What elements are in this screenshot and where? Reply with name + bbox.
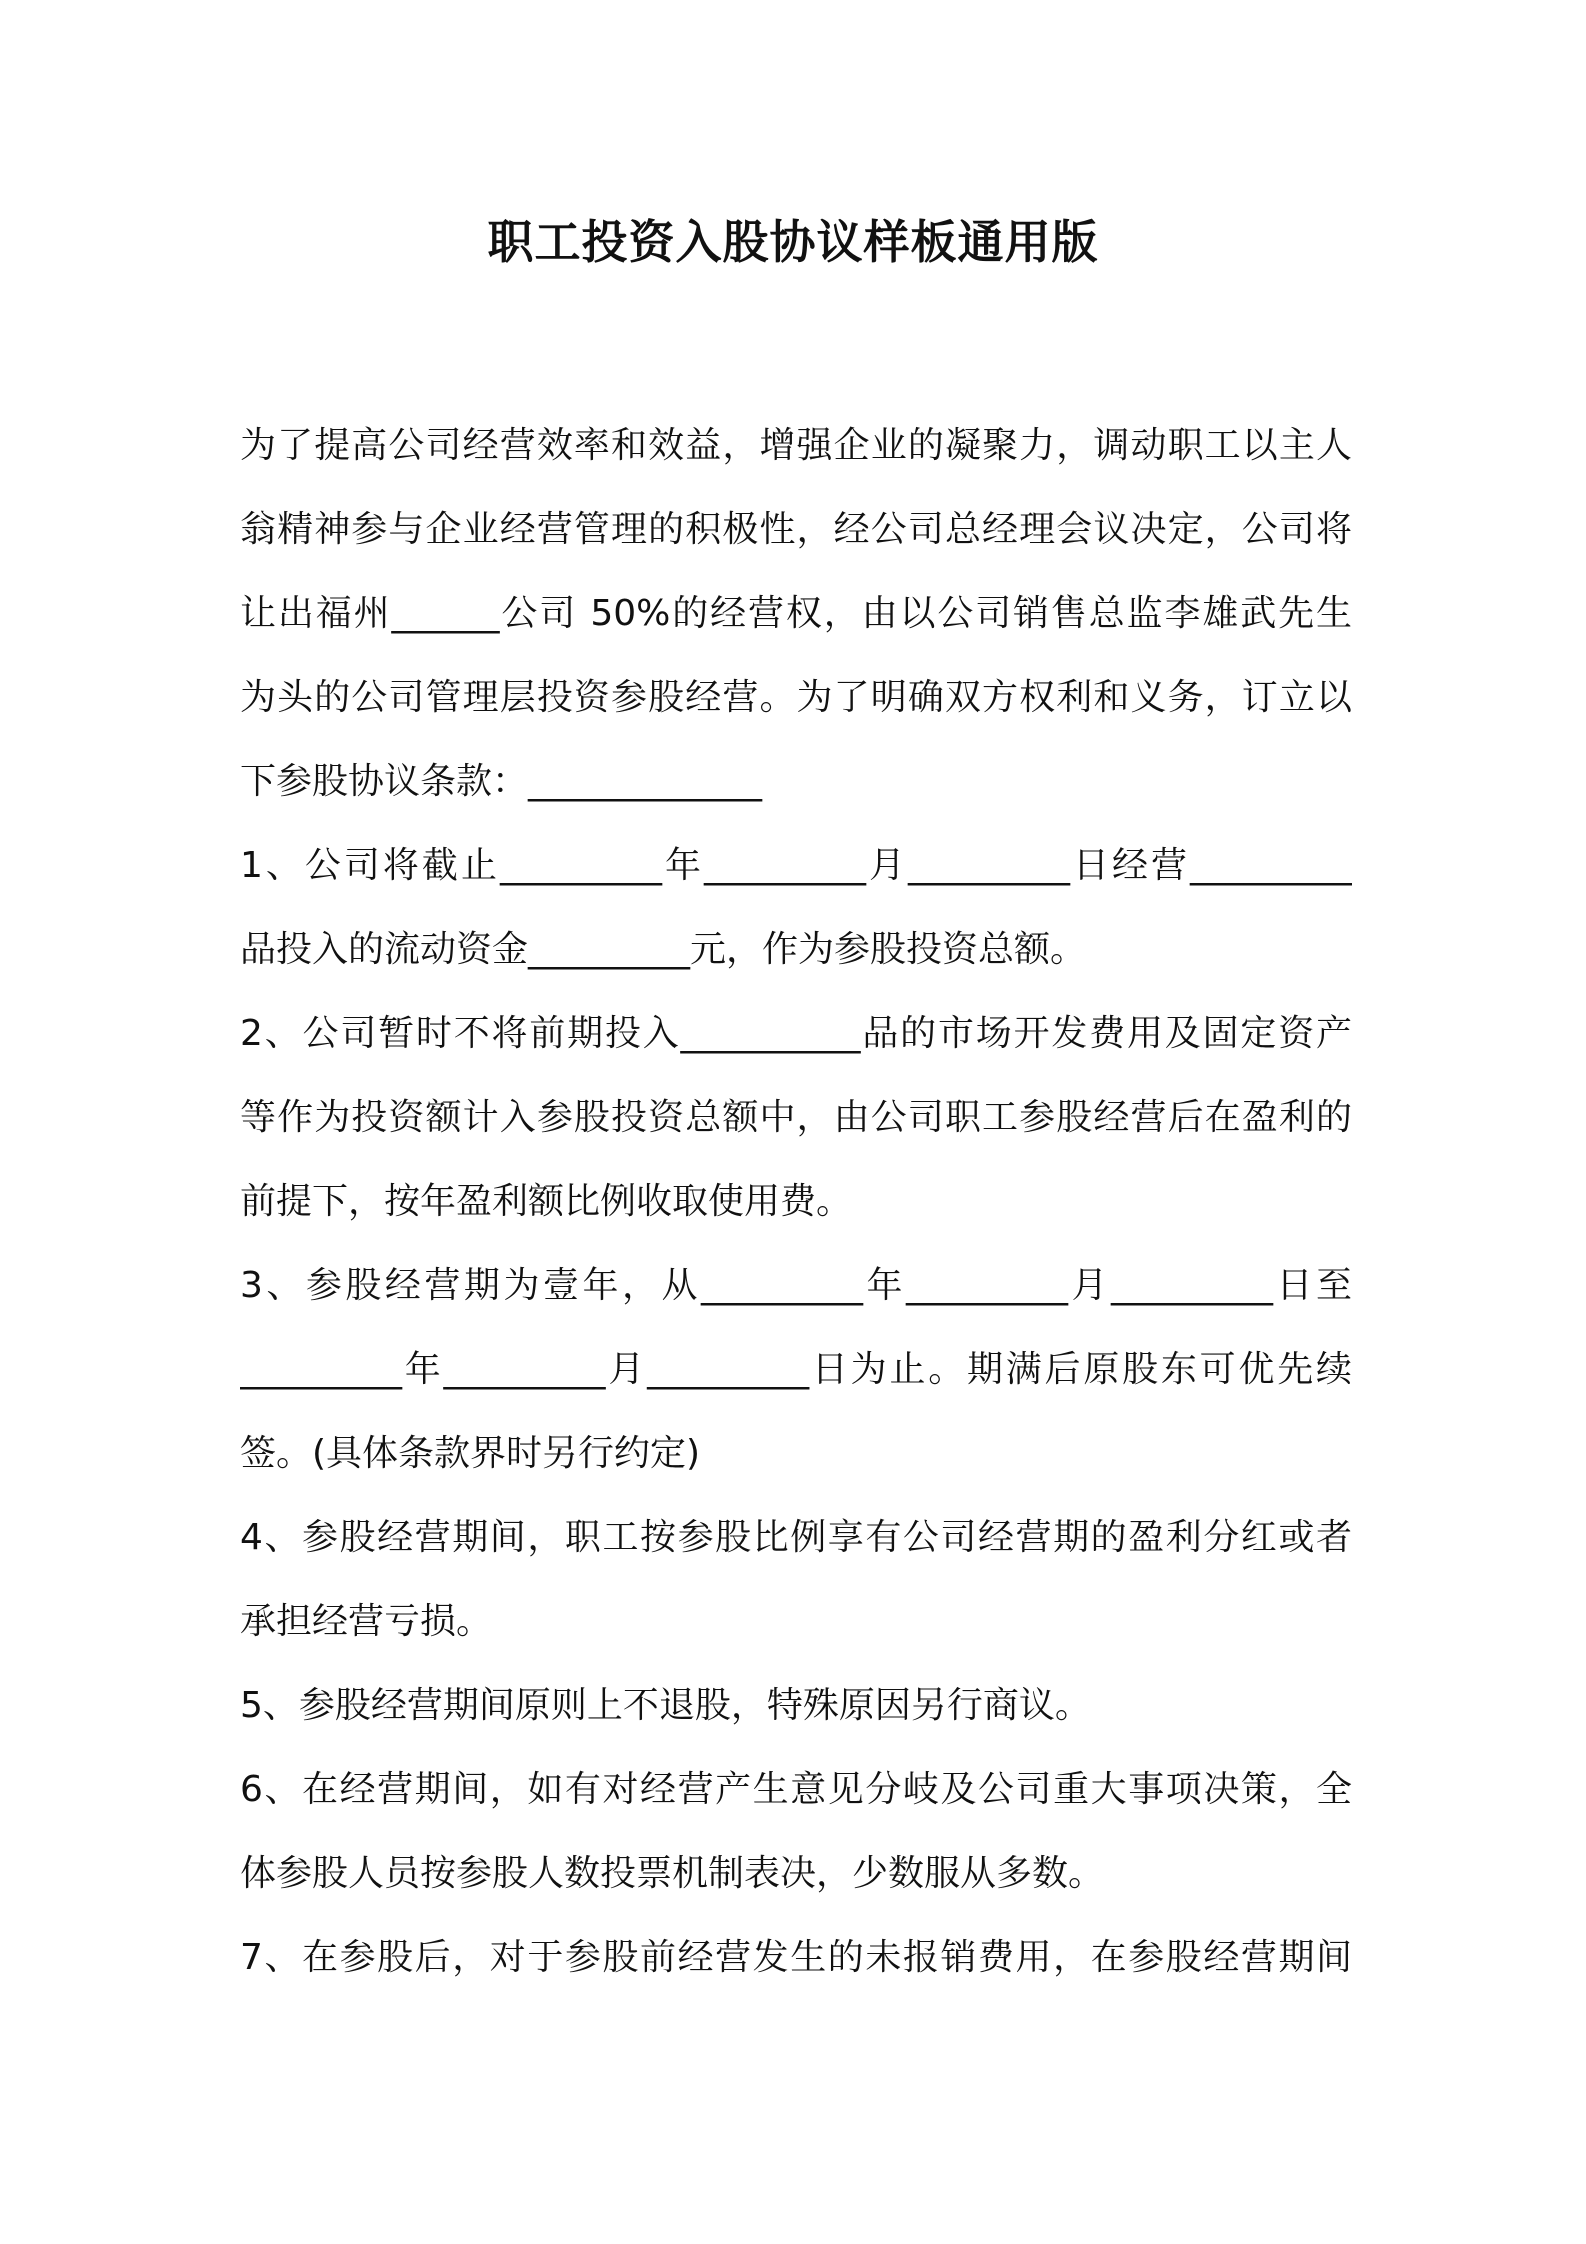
body-line: 让出福州______公司 50%的经营权，由以公司销售总监李雄武先生	[240, 593, 1352, 634]
clause-2-line: 前提下，按年盈利额比例收取使用费。	[240, 1181, 853, 1222]
clause-7-line: 7、在参股后，对于参股前经营发生的未报销费用，在参股经营期间	[240, 1937, 1352, 1978]
body-line: 为了提高公司经营效率和效益，增强企业的凝聚力，调动职工以主人	[240, 425, 1352, 466]
clause-3-line: _________年_________月_________日为止。期满后原股东可优先续	[240, 1349, 1352, 1390]
clause-3-line: 3、参股经营期为壹年，从_________年_________月_________日至	[240, 1265, 1352, 1306]
clause-1-line: 品投入的流动资金_________元，作为参股投资总额。	[240, 929, 1087, 970]
clause-5-line: 5、参股经营期间原则上不退股，特殊原因另行商议。	[240, 1685, 1091, 1726]
body-line: 为头的公司管理层投资参股经营。为了明确双方权利和义务，订立以	[240, 677, 1352, 718]
clause-3-line: 签。(具体条款界时另行约定)	[240, 1433, 701, 1474]
body-line: 翁精神参与企业经营管理的积极性，经公司总经理会议决定，公司将	[240, 509, 1352, 550]
document-body	[240, 404, 1352, 2000]
document-title: 职工投资入股协议样板通用版	[487, 215, 1099, 269]
clause-2-line: 等作为投资额计入参股投资总额中，由公司职工参股经营后在盈利的	[240, 1097, 1352, 1138]
body-line: 下参股协议条款：_____________	[240, 761, 763, 802]
clause-1-line: 1、公司将截止_________年_________月_________日经营_________	[240, 845, 1352, 886]
clause-6-line: 体参股人员按参股人数投票机制表决，少数服从多数。	[240, 1853, 1105, 1894]
clause-4-line: 承担经营亏损。	[240, 1601, 493, 1642]
clause-2-line: 2、公司暂时不将前期投入__________品的市场开发费用及固定资产	[240, 1013, 1352, 1054]
clause-6-line: 6、在经营期间，如有对经营产生意见分岐及公司重大事项决策，全	[240, 1769, 1352, 1810]
clause-4-line: 4、参股经营期间，职工按参股比例享有公司经营期的盈利分红或者	[240, 1517, 1352, 1558]
